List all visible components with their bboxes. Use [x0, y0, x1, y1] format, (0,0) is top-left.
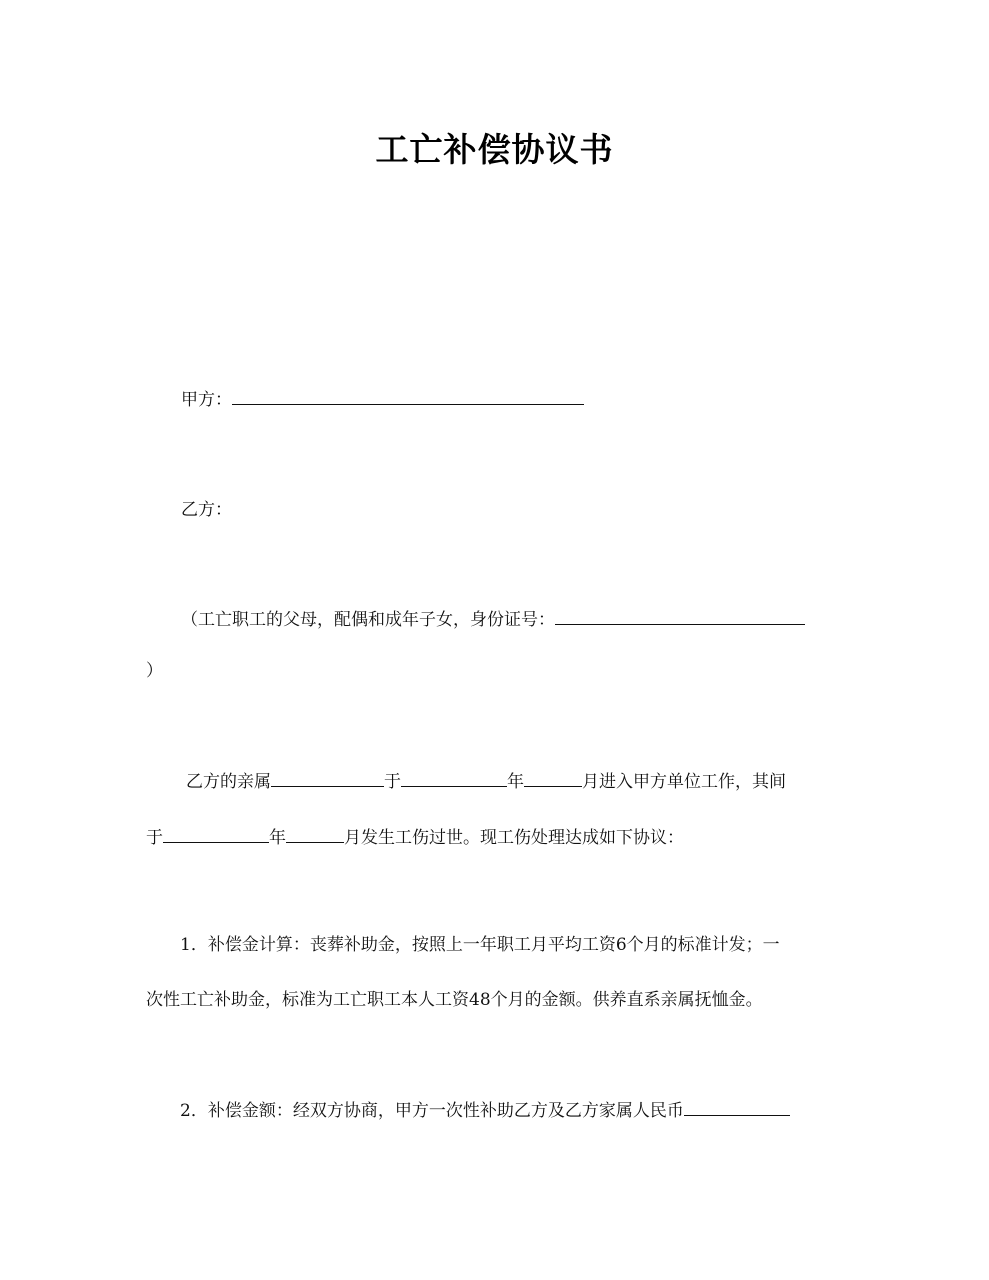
death-year-blank: [163, 824, 269, 843]
item-2-line: [180, 1097, 790, 1123]
party-a-label: 甲方：: [181, 390, 232, 410]
entry-month-blank: [524, 768, 582, 787]
relative-text-1: 乙方的亲属: [186, 772, 271, 792]
party-b-note-close: [146, 659, 163, 683]
id-number-blank: [555, 606, 805, 625]
party-a-blank: [232, 386, 584, 405]
item-1-line-1: [180, 933, 780, 957]
relative-text-3: 年: [507, 772, 524, 792]
entry-year-blank: [401, 768, 507, 787]
item-1-line-2: [146, 988, 763, 1012]
relative-line-1: [186, 768, 786, 794]
relative-text-2: 于: [384, 772, 401, 792]
relative-text-4: 月进入甲方单位工作，其间: [582, 772, 786, 792]
relative-line-2: [146, 824, 684, 850]
party-a-line: [181, 386, 584, 412]
relative-text-7: 月发生工伤过世。现工伤处理达成如下协议：: [344, 828, 684, 848]
death-month-blank: [286, 824, 344, 843]
relative-name-blank: [271, 768, 384, 787]
item-1-text-2: 次性工亡补助金，标准为工亡职工本人工资48个月的金额。供养直系亲属抚恤金。: [146, 990, 763, 1010]
item-2-text: 2．补偿金额：经双方协商，甲方一次性补助乙方及乙方家属人民币: [180, 1101, 684, 1121]
party-b-note-line: [181, 606, 805, 632]
party-b-line: [181, 498, 232, 522]
amount-blank: [684, 1097, 790, 1116]
relative-text-5: 于: [146, 828, 163, 848]
party-b-note-suffix: ）: [146, 661, 163, 681]
item-1-text-1: 1．补偿金计算：丧葬补助金，按照上一年职工月平均工资6个月的标准计发；一: [180, 935, 780, 955]
party-b-label: 乙方：: [181, 500, 232, 520]
document-title: 工亡补偿协议书: [375, 130, 614, 169]
party-b-note-text: （工亡职工的父母，配偶和成年子女，身份证号：: [181, 610, 555, 630]
relative-text-6: 年: [269, 828, 286, 848]
